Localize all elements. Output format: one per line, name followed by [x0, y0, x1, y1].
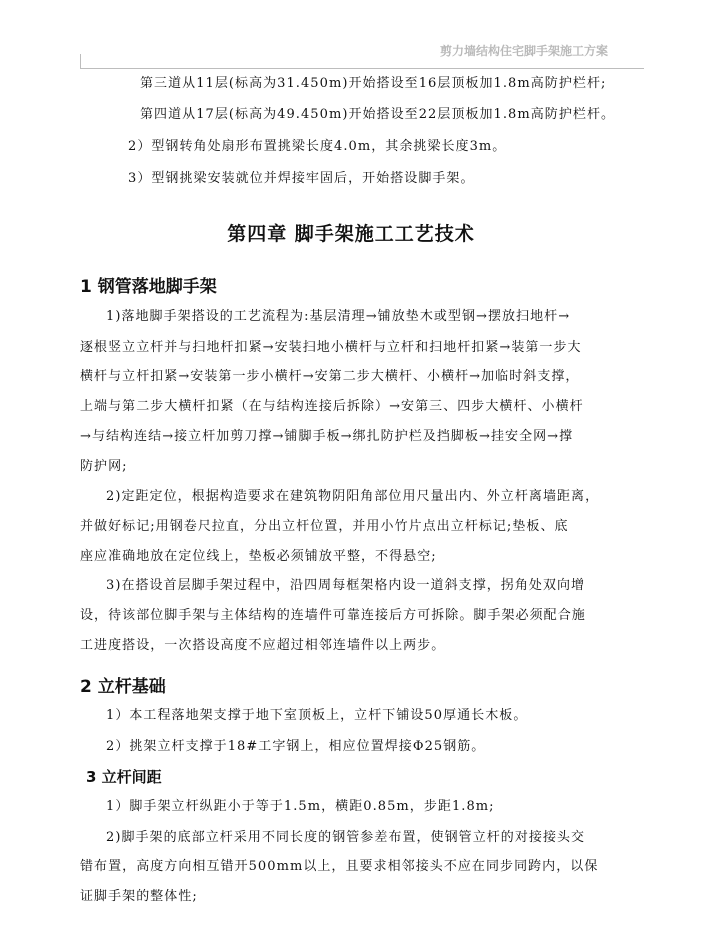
text-line: 1）本工程落地架支撑于地下室顶板上，立杆下铺设50厚通长木板。	[106, 708, 528, 723]
text-line: 错布置，高度方向相互错开500mm以上，且要求相邻接头不应在同步同跨内，以保	[80, 859, 599, 874]
text-line: 上端与第二步大横杆扣紧（在与结构连接后拆除）→安第三、四步大横杆、小横杆	[80, 399, 584, 414]
text-line: 逐根竖立立杆并与扫地杆扣紧→安装扫地小横杆与立杆和扫地杆扣紧→装第一步大	[80, 340, 582, 355]
text-line: →与结构连结→接立杆加剪刀撑→铺脚手板→绑扎防护栏及挡脚板→挂安全网→撑	[80, 429, 574, 444]
section-heading: 1 钢管落地脚手架	[80, 277, 217, 297]
text-line: 2）型钢转角处扇形布置挑梁长度4.0m，其余挑梁长度3m。	[128, 139, 507, 154]
text-line: 第四道从17层(标高为49.450m)开始搭设至22层顶板加1.8m高防护栏杆。	[140, 107, 616, 122]
running-header-title: 剪力墙结构住宅脚手架施工方案	[440, 44, 609, 58]
text-line: 横杆与立杆扣紧→安装第一步小横杆→安第二步大横杆、小横杆→加临时斜支撑，	[80, 369, 580, 384]
text-line: 1）脚手架立杆纵距小于等于1.5m，横距0.85m，步距1.8m;	[106, 799, 495, 814]
section-heading: 3 立杆间距	[86, 768, 162, 786]
text-line: 防护网;	[80, 459, 128, 474]
text-line: 2)脚手架的底部立杆采用不同长度的钢管参差布置，使钢管立杆的对接接头交	[106, 830, 586, 845]
text-line: 座应准确地放在定位线上，垫板必须铺放平整，不得悬空;	[80, 549, 437, 564]
text-line: 设，待该部位脚手架与主体结构的连墙件可靠连接后方可拆除。脚手架必须配合施	[80, 608, 586, 623]
text-line: 第三道从11层(标高为31.450m)开始搭设至16层顶板加1.8m高防护栏杆;	[140, 76, 607, 91]
text-line: 2）挑架立杆支撑于18#工字钢上，相应位置焊接Φ25钢筋。	[106, 739, 486, 754]
text-line: 证脚手架的整体性;	[80, 889, 198, 904]
text-line: 并做好标记;用钢卷尺拉直，分出立杆位置，并用小竹片点出立杆标记;垫板、底	[80, 519, 569, 534]
text-line: 3)在搭设首层脚手架过程中，沿四周每框架格内设一道斜支撑，拐角处双向增	[106, 578, 586, 593]
text-line: 3）型钢挑梁安装就位并焊接牢固后，开始搭设脚手架。	[128, 171, 475, 186]
section-heading: 2 立杆基础	[80, 677, 166, 697]
header-corner-mark	[80, 54, 81, 68]
text-line: 1)落地脚手架搭设的工艺流程为:基层清理→铺放垫木或型钢→摆放扫地杆→	[106, 309, 571, 324]
chapter-title: 第四章 脚手架施工工艺技术	[227, 223, 475, 245]
text-line: 2)定距定位，根据构造要求在建筑物阴阳角部位用尺量出内、外立杆离墙距离，	[106, 489, 600, 504]
text-line: 工进度搭设，一次搭设高度不应超过相邻连墙件以上两步。	[80, 638, 446, 653]
header-divider	[80, 68, 644, 69]
